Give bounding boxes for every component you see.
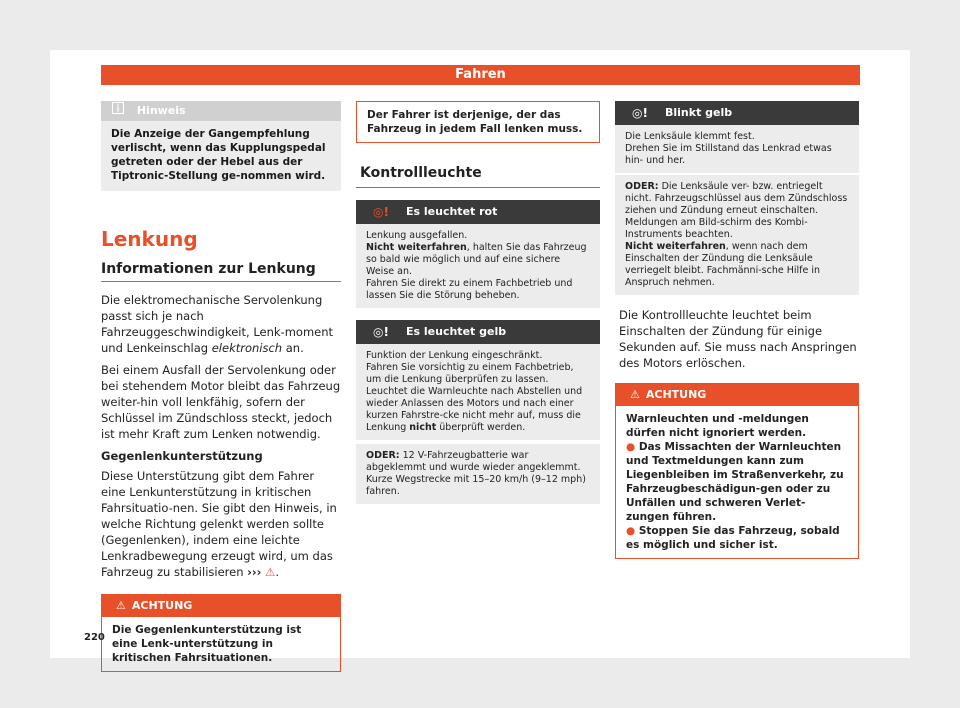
warning-intro: Warnleuchten und -meldungen dürfen nicht ignoriert werden.	[626, 413, 809, 439]
lamp-text-red	[356, 224, 600, 308]
blink-or-text2: , wenn nach dem Einschalten der Zündung die Lenksäule verriegelt bleibt. Fachmänni-sche Hilfe in Anspruch nehmen.	[625, 241, 820, 288]
yellow-line1: Funktion der Lenkung eingeschränkt.	[366, 350, 543, 361]
subtitle-row	[101, 261, 341, 282]
steering-warning-icon-yellow: ◎!	[373, 325, 389, 339]
para1-emphasis: elektronisch	[211, 341, 283, 355]
yellow-line3	[366, 386, 590, 434]
warning-text: Die Gegenlenkunterstützung ist eine Lenk-unterstützung in kritischen Fahrsituationen.	[112, 624, 302, 664]
warning-title: ACHTUNG	[645, 388, 707, 401]
red-line2	[366, 242, 590, 278]
lamp-label-red: Es leuchtet rot	[406, 205, 498, 218]
lamp-text-yellow	[356, 344, 600, 440]
or-label: ODER:	[625, 181, 659, 192]
warning-ref-icon: ⚠	[265, 565, 276, 579]
red-line2-bold: Nicht weiterfahren	[366, 242, 467, 253]
lamp-label-blink: Blinkt gelb	[665, 106, 733, 119]
blink-line1: Die Lenksäule klemmt fest.	[625, 131, 755, 142]
red-line2-text: , halten Sie das Fahrzeug so bald wie möglich und auf eine sichere Weise an.	[366, 242, 587, 277]
yellow-line2: Fahren Sie vorsichtig zu einem Fachbetrieb, um die Lenkung überprüfen zu lassen.	[366, 362, 574, 385]
para3-text: Diese Unterstützung gibt dem Fahrer eine Lenkunterstützung in kritischen Fahrsituatio-nen. Sie gibt den Hinweis, in welche Richtung gelenkt werden sollte (Gegenlenken), indem eine leichte Lenkradbewegung erzeugt wird, um das Fahrzeug zu stabilisieren	[101, 469, 337, 579]
steering-warning-icon-blink: ◎!	[632, 106, 648, 120]
warning-bullet-1	[626, 440, 848, 524]
page-header: Fahren	[101, 65, 860, 85]
warning-header	[102, 595, 340, 617]
or-label: ODER:	[366, 450, 400, 461]
para3-end: .	[275, 565, 279, 579]
warning-content	[616, 406, 858, 558]
note-text: Die Anzeige der Gangempfehlung verlischt, wenn das Kupplungspedal getreten oder der Hebel aus der Tiptronic-Stellung ge-nommen wird.	[111, 128, 326, 182]
lamp-label-yellow: Es leuchtet gelb	[406, 325, 507, 338]
paragraph-gegenlenk-title: Gegenlenkunterstützung	[101, 449, 263, 463]
para1-end: an.	[282, 341, 304, 355]
bullet-icon: ●	[626, 441, 639, 453]
yellow-or-text: 12 V-Fahrzeugbatterie war abgeklemmt und wurde wieder angeklemmt.	[366, 450, 581, 473]
warning-bullet-2	[626, 524, 848, 552]
paragraph-gegenlenk	[101, 468, 341, 580]
blink-or-line	[625, 181, 849, 241]
lamp-bar-yellow	[356, 320, 600, 344]
paragraph-ausfall: Bei einem Ausfall der Servolenkung oder bei stehendem Motor bleibt das Fahrzeug weiter-hin voll lenkfähig, sofern der Schlüssel im Zündschloss steckt, jedoch ist mehr Kraft zum Lenken notwendig.	[101, 363, 341, 441]
steering-warning-icon-red: ◎!	[373, 205, 389, 219]
note-title: Hinweis	[136, 104, 186, 117]
warning-icon: ⚠	[630, 388, 640, 401]
page-number: 220	[84, 632, 105, 643]
section-title-lenkung: Lenkung	[101, 227, 198, 251]
lamp-text-blink	[615, 125, 859, 173]
red-line3: Fahren Sie direkt zu einem Fachbetrieb und lassen Sie die Störung beheben.	[366, 278, 573, 301]
driver-responsibility-box: Der Fahrer ist derjenige, der das Fahrzeug in jedem Fall lenken muss.	[356, 101, 600, 143]
bullet-icon: ●	[626, 525, 639, 537]
blink-or-bold: Nicht weiterfahren	[625, 241, 726, 252]
middle-column	[356, 101, 600, 504]
lamp-text-blink-or	[615, 173, 859, 295]
note-box	[101, 101, 341, 191]
bullet1-text: Das Missachten der Warnleuchten und Textmeldungen kann zum Liegenbleiben im Straßenverkehr, zu Fahrzeugbeschädigun-gen oder zu Unfällen und schweren Verlet-zungen führen.	[626, 441, 844, 523]
lamp-bar-blink	[615, 101, 859, 125]
warning-icon: ⚠	[116, 599, 126, 612]
blink-or-text: Die Lenksäule ver- bzw. entriegelt nicht. Fahrzeugschlüssel aus dem Zündschloss ziehen und Zündung erneut einschalten. Meldungen am Bild-schirm des Kombi-Instruments beachten.	[625, 181, 848, 240]
right-column	[615, 101, 859, 559]
warning-header	[616, 384, 858, 406]
kontrollleuchte-row	[356, 165, 600, 188]
blink-line2: Drehen Sie im Stillstand das Lenkrad etwas hin- und her.	[625, 143, 832, 166]
left-column	[101, 101, 341, 672]
bullet2-text: Stoppen Sie das Fahrzeug, sobald es möglich und sicher ist.	[626, 525, 840, 551]
warning-box-right	[615, 383, 859, 559]
warning-title: ACHTUNG	[131, 599, 193, 612]
yellow-line3-bold: nicht	[409, 422, 437, 433]
red-line1: Lenkung ausgefallen.	[366, 230, 468, 241]
yellow-line3-text: Leuchtet die Warnleuchte nach Abstellen und wieder Anlassen des Motors und nach einer kurzen Fahrstre-cke nicht mehr auf, muss die Lenkung	[366, 386, 583, 433]
cross-reference-link[interactable]: ›››	[247, 565, 262, 579]
lamp-text-yellow-or	[356, 442, 600, 504]
info-icon	[111, 101, 125, 121]
blink-or-line2	[625, 241, 849, 289]
yellow-or-line	[366, 450, 590, 474]
section-title-kontrollleuchte: Kontrollleuchte	[360, 165, 482, 181]
yellow-line3-end: überprüft werden.	[436, 422, 526, 433]
warning-box-left	[101, 594, 341, 672]
paragraph-kontrollleuchte: Die Kontrollleuchte leuchtet beim Einschalten der Zündung für einige Sekunden auf. Sie muss nach Anspringen des Motors erlöschen.	[619, 308, 857, 370]
note-header	[101, 101, 341, 121]
subsection-title: Informationen zur Lenkung	[101, 261, 316, 277]
yellow-or-line2: Kurze Wegstrecke mit 15–20 km/h (9–12 mph) fahren.	[366, 474, 586, 497]
paragraph-servolenkung	[101, 292, 341, 356]
para1-text: Die elektromechanische Servolenkung passt sich je nach Fahrzeuggeschwindigkeit, Lenk-moment und Lenkeinschlag	[101, 293, 334, 355]
lamp-bar-red	[356, 200, 600, 224]
